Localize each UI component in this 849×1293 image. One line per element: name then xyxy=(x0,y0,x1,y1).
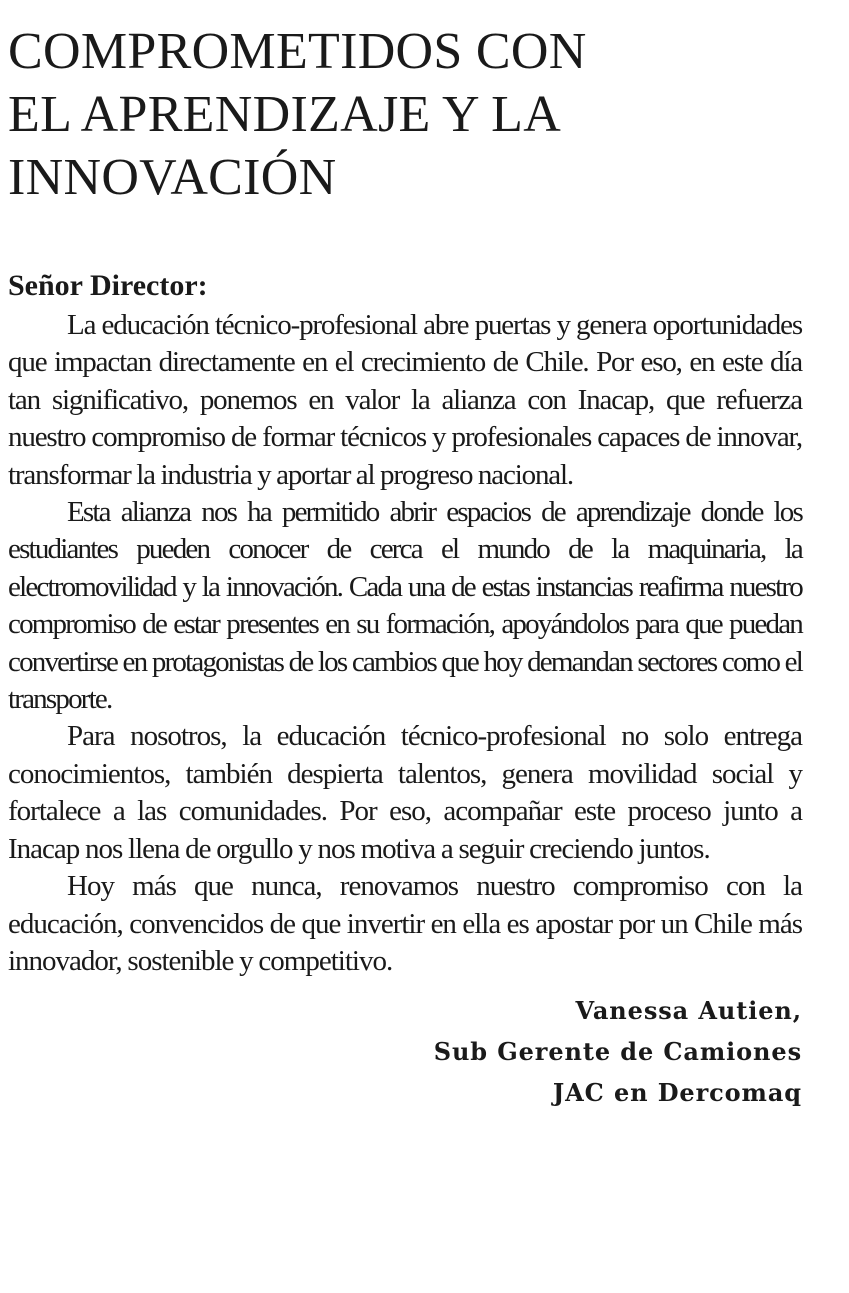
headline-line-3: INNOVACIÓN xyxy=(8,149,337,206)
signature-title: Sub Gerente de Camiones xyxy=(433,1037,802,1067)
headline-line-1: COMPROMETIDOS CON xyxy=(8,23,587,80)
signature-name: Vanessa Autien, xyxy=(575,996,802,1026)
paragraph-2: Esta alianza nos ha permitido abrir espacios de aprendizaje donde los estudiantes pueden conocer de cerca el mundo de la maquinaria, la electromovilidad y la innovación. Cada una de estas instancias reafirma nuestro compromiso de estar presentes en su formación, apoyándolos para que puedan convertirse en protagonistas de los cambios que hoy demandan sectores como el transporte. xyxy=(8,496,802,716)
signature-block xyxy=(8,990,802,1113)
paragraph-4: Hoy más que nunca, renovamos nuestro compromiso con la educación, convencidos de que invertir en ella es apostar por un Chile más innovador, sostenible y competitivo. xyxy=(8,870,802,977)
letter-body xyxy=(8,307,802,980)
headline-line-2: EL APRENDIZAJE Y LA xyxy=(8,86,562,143)
signature-company: JAC en Dercomaq xyxy=(552,1078,802,1108)
headline xyxy=(8,20,802,209)
salutation: Señor Director: xyxy=(8,269,208,302)
paragraph-3: Para nosotros, la educación técnico-profesional no solo entrega conocimientos, también despierta talentos, genera movilidad social y fortalece a las comunidades. Por eso, acompañar este proceso junto a Inacap nos llena de orgullo y nos motiva a seguir creciendo juntos. xyxy=(8,720,802,865)
paragraph-1: La educación técnico-profesional abre puertas y genera oportunidades que impactan directamente en el crecimiento de Chile. Por eso, en este día tan significativo, ponemos en valor la alianza con Inacap, que refuerza nuestro compromiso de formar técnicos y profesionales capaces de innovar, transformar la industria y aportar al progreso nacional. xyxy=(8,309,802,491)
